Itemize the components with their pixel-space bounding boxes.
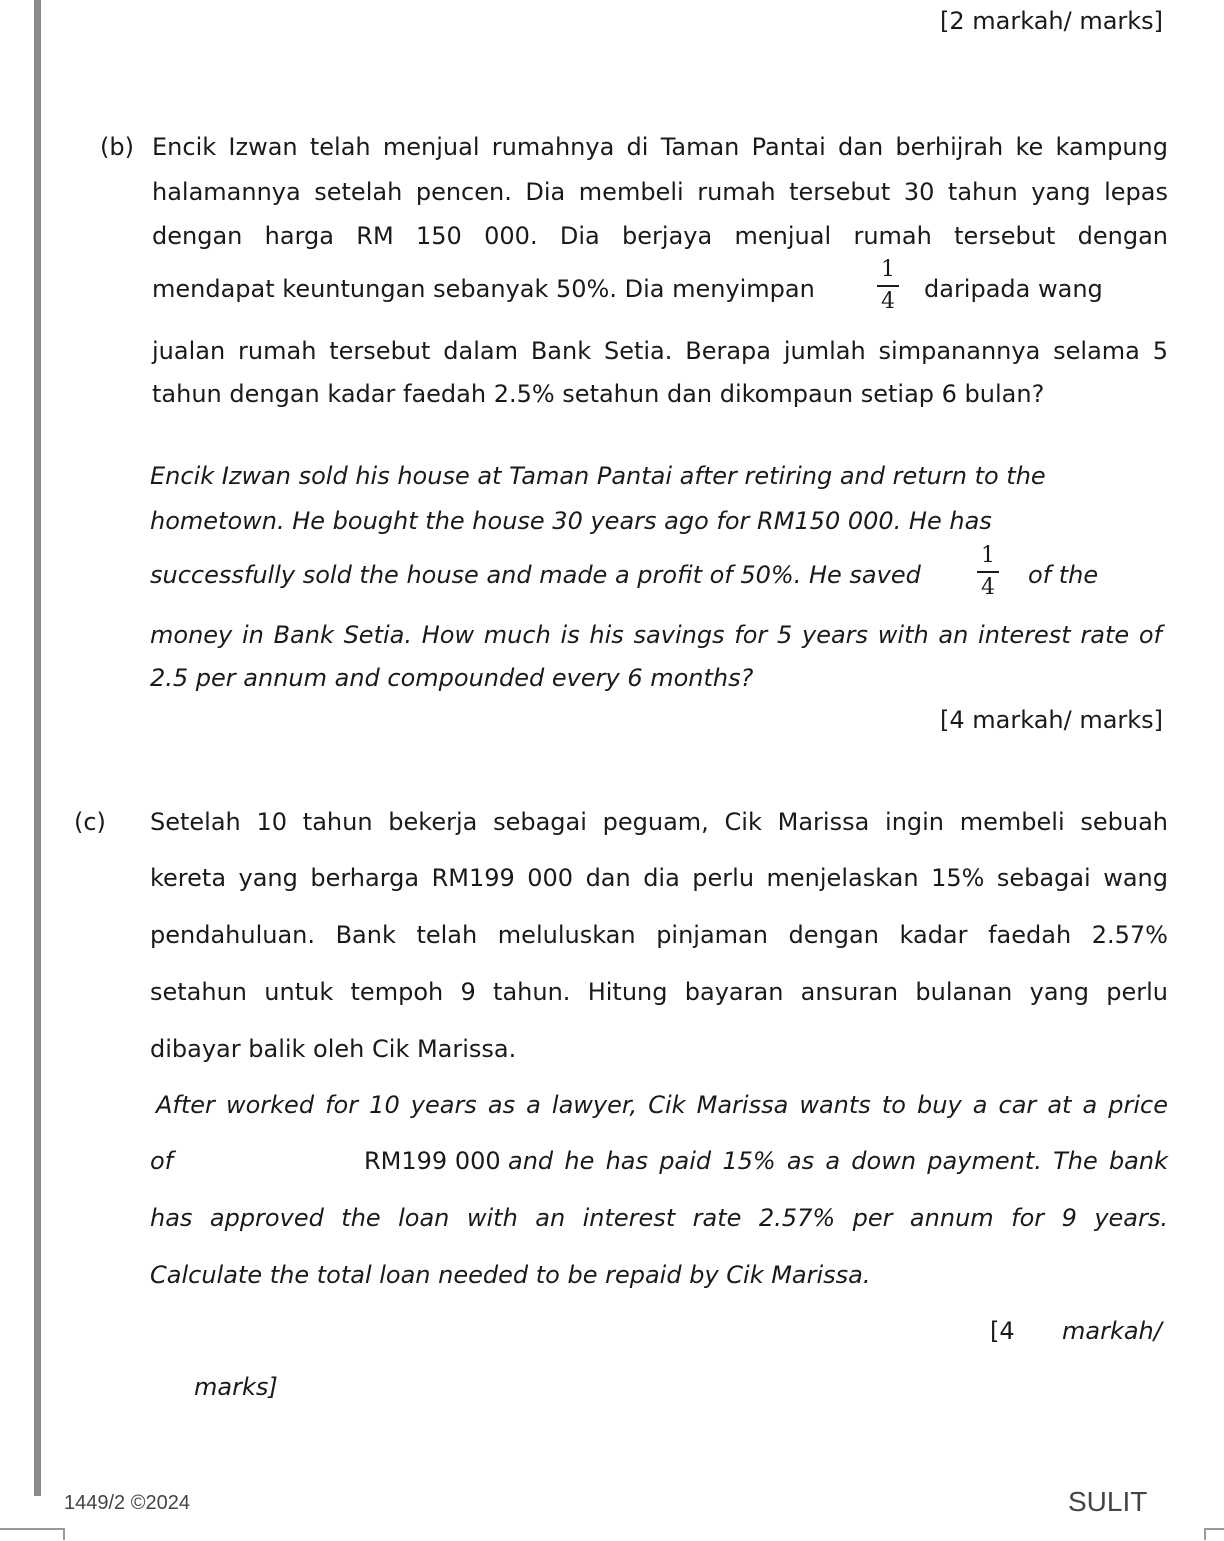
part-c-malay-line-5: dibayar balik oleh Cik Marissa. <box>150 1035 517 1063</box>
part-c-english-line-2-end: and he has paid 15% as a down payment. The bank <box>508 1147 1168 1175</box>
fraction-numerator: 1 <box>881 257 895 282</box>
part-c-malay-line-4: setahun untuk tempoh 9 tahun. Hitung bayaran ansuran bulanan yang perlu <box>150 978 1168 1006</box>
part-b-malay-line-1: Encik Izwan telah menjual rumahnya di Taman Pantai dan berhijrah ke kampung <box>152 133 1168 161</box>
marks-part-c-open: [4 <box>990 1317 1015 1345</box>
marks-part-b: [4 markah/ marks] <box>940 706 1164 734</box>
part-c-english-line-3: has approved the loan with an interest rate 2.57% per annum for 9 years. <box>150 1204 1168 1232</box>
corner-mark-left-tick <box>63 1528 65 1540</box>
part-c-english-price: RM199 000 <box>364 1147 501 1175</box>
fraction-bar <box>877 285 899 287</box>
fraction-denominator: 4 <box>881 289 895 314</box>
margin-rule <box>34 0 41 1496</box>
part-b-malay-line-6: tahun dengan kadar faedah 2.5% setahun dan dikompaun setiap 6 bulan? <box>152 380 1045 408</box>
part-c-english-line-1: After worked for 10 years as a lawyer, Cik Marissa wants to buy a car at a price <box>156 1091 1168 1119</box>
footer-sulit-label: SULIT <box>1068 1486 1148 1517</box>
footer-paper-code: 1449/2 ©2024 <box>64 1492 190 1514</box>
fraction-one-quarter-english <box>973 544 1003 600</box>
part-c-malay-line-1: Setelah 10 tahun bekerja sebagai peguam, Cik Marissa ingin membeli sebuah <box>150 808 1168 836</box>
marks-part-c-end: marks] <box>194 1373 278 1401</box>
part-b-malay-line-4-end: daripada wang <box>924 275 1103 303</box>
part-c-english-line-2-start: of <box>150 1147 174 1175</box>
part-b-english-line-5: 2.5 per annum and compounded every 6 months? <box>150 664 754 692</box>
corner-mark-left <box>0 1528 64 1530</box>
part-c-malay-line-2: kereta yang berharga RM199 000 dan dia perlu menjelaskan 15% sebagai wang <box>150 864 1168 892</box>
fraction-numerator: 1 <box>981 543 995 568</box>
part-c-malay-line-3: pendahuluan. Bank telah meluluskan pinjaman dengan kadar faedah 2.57% <box>150 921 1168 949</box>
part-b-english-line-3-end: of the <box>1028 561 1099 589</box>
part-b-english-line-1: Encik Izwan sold his house at Taman Pantai after retiring and return to the <box>150 462 1046 490</box>
part-b-malay-line-4: mendapat keuntungan sebanyak 50%. Dia menyimpan <box>152 275 815 303</box>
corner-mark-right <box>1204 1528 1224 1530</box>
part-b-english-line-2: hometown. He bought the house 30 years ago for RM150 000. He has <box>150 507 992 535</box>
part-b-malay-line-2: halamannya setelah pencen. Dia membeli rumah tersebut 30 tahun yang lepas <box>152 178 1168 206</box>
fraction-bar <box>977 571 999 573</box>
marks-part-c-mid: markah/ <box>1062 1317 1162 1345</box>
part-b-english-line-3: successfully sold the house and made a profit of 50%. He saved <box>150 561 921 589</box>
marks-part-a: [2 markah/ marks] <box>940 7 1164 35</box>
part-b-label: (b) <box>100 133 134 161</box>
fraction-denominator: 4 <box>981 575 995 600</box>
part-b-malay-line-3: dengan harga RM 150 000. Dia berjaya menjual rumah tersebut dengan <box>152 222 1168 250</box>
part-c-english-line-4: Calculate the total loan needed to be repaid by Cik Marissa. <box>150 1261 871 1289</box>
corner-mark-right-tick <box>1204 1528 1206 1540</box>
part-b-english-line-4: money in Bank Setia. How much is his savings for 5 years with an interest rate of <box>150 621 1162 649</box>
fraction-one-quarter <box>873 258 903 314</box>
part-c-label: (c) <box>74 808 106 836</box>
part-b-malay-line-5: jualan rumah tersebut dalam Bank Setia. Berapa jumlah simpanannya selama 5 <box>152 337 1168 365</box>
